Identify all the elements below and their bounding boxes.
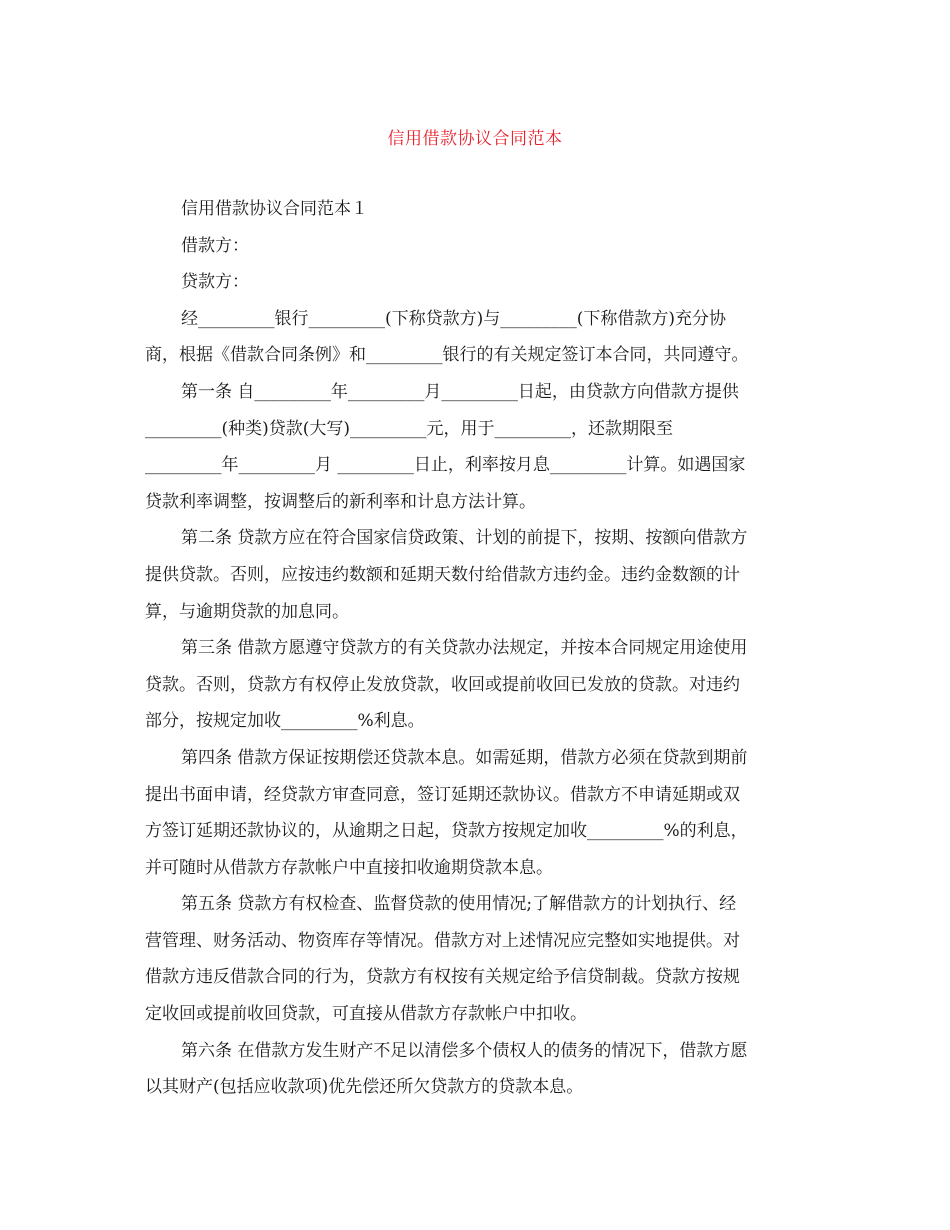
document-line: 第五条 贷款方有权检查、监督贷款的使用情况;了解借款方的计划执行、经 bbox=[181, 894, 737, 915]
document-line: 提供贷款。否则，应按违约数额和延期天数付给借款方违约金。违约金数额的计 bbox=[145, 564, 740, 585]
document-line: 第三条 借款方愿遵守贷款方的有关贷款办法规定，并按本合同规定用途使用 bbox=[181, 638, 748, 659]
document-line: 贷款。否则，贷款方有权停止发放贷款，收回或提前收回已发放的贷款。对违约 bbox=[145, 674, 740, 695]
document-line: 借款方违反借款合同的行为，贷款方有权按有关规定给予信贷制裁。贷款方按规 bbox=[145, 967, 740, 988]
document-line: 并可随时从借款方存款帐户中直接扣收逾期贷款本息。 bbox=[145, 857, 553, 878]
document-line: _________(种类)贷款(大写)_________元，用于_________，还款期限至 bbox=[145, 418, 674, 439]
document-line: 贷款方： bbox=[181, 272, 249, 293]
document-line: 贷款利率调整，按调整后的新利率和计息方法计算。 bbox=[145, 491, 536, 512]
document-line: 第一条 自_________年_________月_________日起，由贷款方向借款方提供 bbox=[181, 381, 739, 402]
document-line: 信用借款协议合同范本１ bbox=[181, 199, 368, 219]
document-line: 第二条 贷款方应在符合国家信贷政策、计划的前提下，按期、按额向借款方 bbox=[181, 528, 748, 549]
document-line: 商，根据《借款合同条例》和_________银行的有关规定签订本合同，共同遵守。 bbox=[145, 345, 749, 366]
document-line: 部分，按规定加收_________%利息。 bbox=[145, 711, 425, 732]
document-line: 方签订延期还款协议的，从逾期之日起，贷款方按规定加收_________%的利息， bbox=[145, 821, 748, 842]
document-line: _________年_________月 _________日止，利率按月息_________计算。如遇国家 bbox=[145, 455, 746, 476]
document-line: 借款方： bbox=[181, 235, 249, 256]
document-line: 经_________银行_________(下称贷款方)与_________(下称借款方)充分协 bbox=[181, 308, 727, 329]
document-line: 营管理、财务活动、物资库存等情况。借款方对上述情况应完整如实地提供。对 bbox=[145, 930, 740, 951]
document-line: 提出书面申请，经贷款方审查同意，签订延期还款协议。借款方不申请延期或双 bbox=[145, 784, 740, 805]
document-line: 以其财产(包括应收款项)优先偿还所欠贷款方的贷款本息。 bbox=[145, 1077, 584, 1098]
document-body bbox=[145, 191, 805, 1106]
document-line: 定收回或提前收回贷款，可直接从借款方存款帐户中扣收。 bbox=[145, 1004, 587, 1025]
document-line: 第四条 借款方保证按期偿还贷款本息。如需延期，借款方必须在贷款到期前 bbox=[181, 747, 748, 768]
document-title: 信用借款协议合同范本 bbox=[387, 129, 563, 149]
document-line: 算，与逾期贷款的加息同。 bbox=[145, 601, 349, 622]
document-line: 第六条 在借款方发生财产不足以清偿多个债权人的债务的情况下，借款方愿 bbox=[181, 1040, 748, 1061]
